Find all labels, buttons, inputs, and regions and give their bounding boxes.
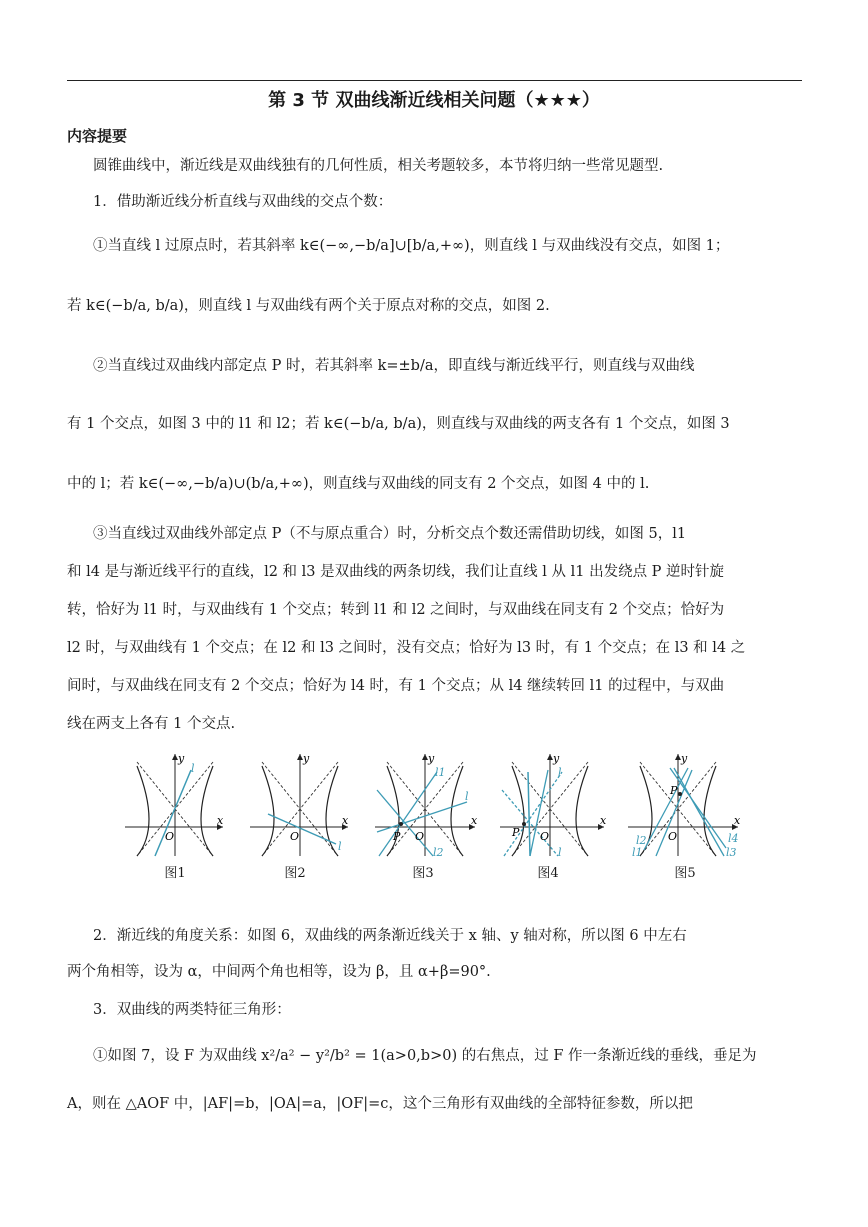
- p1-case-a-line2: 若 k∈(−b/a, b/a)，则直线 l 与双曲线有两个关于原点对称的交点，如图 2.: [67, 298, 550, 314]
- p1-case-c-line3: 转，恰好为 l1 时，与双曲线有 1 个交点；转到 l1 和 l2 之间时，与双曲线在同支有 2 个交点；恰好为: [67, 602, 725, 618]
- fig3-label-p: P: [393, 830, 401, 843]
- p2-line2: 两个角相等，设为 α，中间两个角也相等，设为 β，且 α+β=90°.: [67, 964, 491, 980]
- fig4-label-l: l: [558, 766, 562, 779]
- fig4-label-p: P: [512, 826, 520, 839]
- p3-title: 3．双曲线的两类特征三角形：: [93, 1002, 291, 1018]
- fig3-label-o: O: [415, 830, 425, 843]
- figure-2-caption: 图2: [284, 866, 306, 881]
- fig3-label-y: y: [428, 752, 435, 765]
- fig2-label-o: O: [290, 830, 300, 843]
- figure-4: [500, 752, 608, 858]
- fig4-label-l-lower: l: [558, 846, 562, 858]
- fig4-label-o: O: [540, 830, 550, 843]
- fig1-label-x: x: [217, 814, 224, 827]
- top-rule: [67, 80, 802, 81]
- fig5-label-l1: l1: [632, 846, 643, 858]
- p1-title: 1．借助渐近线分析直线与双曲线的交点个数：: [93, 194, 393, 210]
- p1-case-a-line1: ①当直线 l 过原点时，若其斜率 k∈(−∞,−b/a]∪[b/a,+∞)，则直线 l 与双曲线没有交点，如图 1；: [93, 238, 730, 254]
- fig3-label-l2: l2: [433, 846, 444, 858]
- fig4-label-x: x: [600, 814, 607, 827]
- p1-case-b-line3: 中的 l；若 k∈(−∞,−b/a)∪(b/a,+∞)，则直线与双曲线的同支有 2 个交点，如图 4 中的 l.: [67, 476, 650, 492]
- fig5-label-l2: l2: [636, 834, 647, 847]
- p1-case-c-line6: 线在两支上各有 1 个交点.: [67, 716, 236, 732]
- p1-case-c-line5: 间时，与双曲线在同支有 2 个交点；恰好为 l4 时，有 1 个交点；从 l4 继续转回 l1 的过程中，与双曲: [67, 678, 725, 694]
- figure-1: [125, 752, 225, 858]
- fig3-label-l: l: [465, 790, 469, 803]
- figure-5-caption: 图5: [674, 866, 696, 881]
- fig2-label-y: y: [303, 752, 310, 765]
- fig2-label-x: x: [342, 814, 349, 827]
- fig5-label-y: y: [681, 752, 688, 765]
- fig1-label-y: y: [178, 752, 185, 765]
- p1-case-b-line1: ②当直线过双曲线内部定点 P 时，若其斜率 k=±b/a，即直线与渐近线平行，则直线与双曲线: [93, 358, 695, 374]
- fig2-label-l: l: [338, 840, 342, 853]
- fig3-label-l1: l1: [435, 766, 446, 779]
- fig5-label-l4: l4: [728, 832, 739, 845]
- figure-5: [628, 752, 743, 858]
- fig5-label-p: P: [670, 784, 678, 797]
- fig1-label-o: O: [165, 830, 175, 843]
- figure-1-caption: 图1: [164, 866, 186, 881]
- p1-case-b-line2: 有 1 个交点，如图 3 中的 l1 和 l2；若 k∈(−b/a, b/a)，则直线与双曲线的两支各有 1 个交点，如图 3: [67, 416, 730, 432]
- p1-case-c-line2: 和 l4 是与渐近线平行的直线，l2 和 l3 是双曲线的两条切线，我们让直线 l 从 l1 出发绕点 P 逆时针旋: [67, 564, 725, 580]
- figure-2: [250, 752, 350, 858]
- fig5-label-l3: l3: [726, 846, 737, 858]
- p3-line1: ①如图 7，设 F 为双曲线 x²/a² − y²/b² = 1(a>0,b>0) 的右焦点，过 F 作一条渐近线的垂线，垂足为: [93, 1048, 757, 1064]
- p2-line1: 2．渐近线的角度关系：如图 6，双曲线的两条渐近线关于 x 轴、y 轴对称，所以图 6 中左右: [93, 928, 687, 944]
- p1-case-c-line1: ③当直线过双曲线外部定点 P（不与原点重合）时，分析交点个数还需借助切线，如图 5，l1: [93, 526, 687, 542]
- page-title: 第 3 节 双曲线渐近线相关问题（★★★）: [268, 90, 600, 111]
- p1-case-c-line4: l2 时，与双曲线有 1 个交点；在 l2 和 l3 之间时，没有交点；恰好为 l3 时，有 1 个交点；在 l3 和 l4 之: [67, 640, 746, 656]
- fig5-label-o: O: [668, 830, 678, 843]
- fig3-label-x: x: [471, 814, 478, 827]
- paragraph-intro: 圆锥曲线中，渐近线是双曲线独有的几何性质，相关考题较多，本节将归纳一些常见题型.: [93, 158, 664, 174]
- fig1-label-l: l: [191, 762, 195, 775]
- figure-4-caption: 图4: [537, 866, 559, 881]
- section-heading: 内容提要: [67, 127, 128, 145]
- figure-3: [375, 752, 480, 858]
- fig4-label-y: y: [553, 752, 560, 765]
- fig5-label-x: x: [734, 814, 741, 827]
- p3-line2: A，则在 △AOF 中，|AF|=b，|OA|=a，|OF|=c，这个三角形有双曲线的全部特征参数，所以把: [67, 1096, 693, 1112]
- figure-3-caption: 图3: [412, 866, 434, 881]
